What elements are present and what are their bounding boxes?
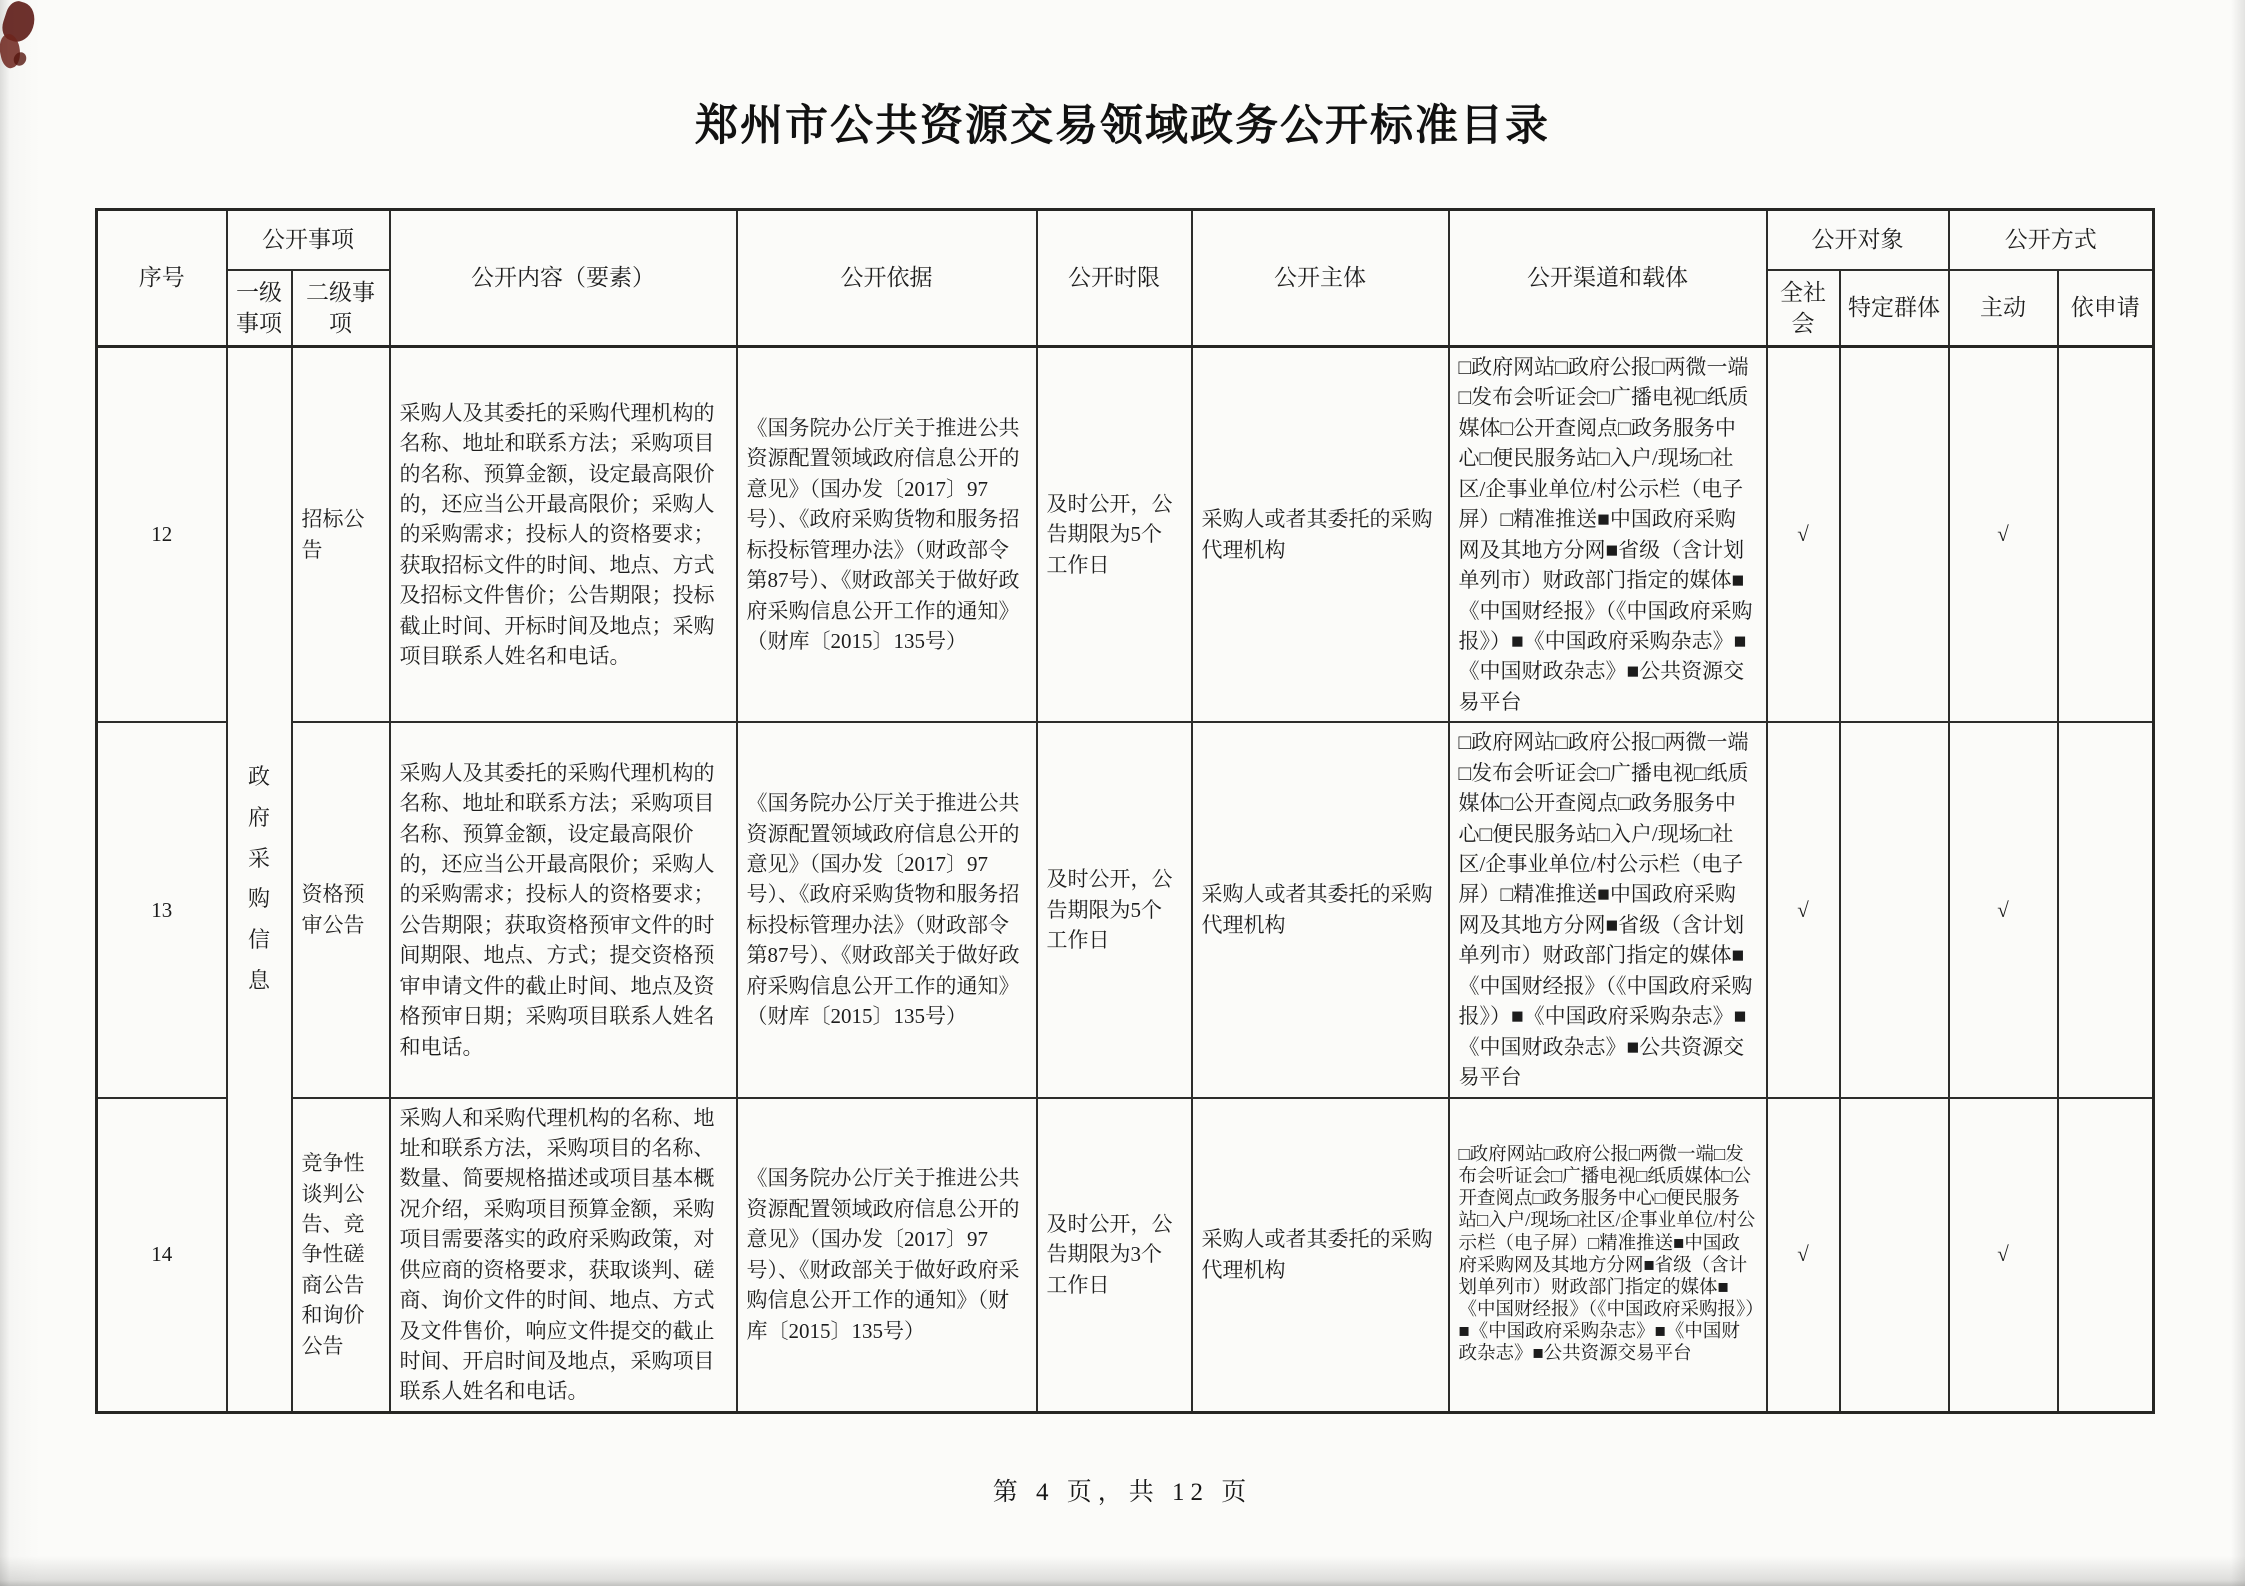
header-target: 公开对象 (1767, 210, 1949, 270)
cell-time-limit: 及时公开，公告期限为5个工作日 (1037, 722, 1192, 1097)
cell-on-request-check (2058, 1098, 2154, 1413)
table-row-13 (97, 722, 2154, 1097)
cell-subject: 采购人或者其委托的采购代理机构 (1192, 722, 1449, 1097)
table-row-14 (97, 1098, 2154, 1413)
cell-level2-item: 招标公告 (292, 347, 390, 723)
cell-active-check: √ (1949, 1098, 2058, 1413)
header-subject: 公开主体 (1192, 210, 1449, 347)
header-disclosure-item: 公开事项 (227, 210, 390, 270)
cell-content: 采购人及其委托的采购代理机构的名称、地址和联系方法；采购项目的名称、预算金额，设定最高限价的，还应当公开最高限价；采购人的采购需求；投标人的资格要求；获取招标文件的时间、地点、方式及招标文件售价；公告期限；投标截止时间、开标时间及地点；采购项目联系人姓名和电话。 (390, 347, 737, 723)
header-on-request: 依申请 (2058, 270, 2154, 347)
page-footer: 第 4 页，共 12 页 (992, 1479, 1253, 1506)
cell-level1-item (227, 347, 292, 1413)
cell-specific-group-check (1840, 722, 1949, 1097)
scan-edge-shadow (2231, 0, 2245, 1586)
page-title: 郑州市公共资源交易领域政务公开标准目录 (695, 103, 1550, 150)
cell-level2-item: 资格预审公告 (292, 722, 390, 1097)
header-basis: 公开依据 (737, 210, 1037, 347)
cell-time-limit: 及时公开，公告期限为3个工作日 (1037, 1098, 1192, 1413)
cell-channel: □政府网站□政府公报□两微一端□发布会听证会□广播电视□纸质媒体□公开查阅点□政务服务中心□便民服务站□入户/现场□社区/企事业单位/村公示栏（电子屏）□精准推送■中国政府采购网及其地方分网■省级（含计划单列市）财政部门指定的媒体■《中国财经报》（《中国政府采购报》）■《中国政府采购杂志》■《中国财政杂志》■公共资源交易平台 (1449, 347, 1767, 723)
header-level1: 一级事项 (227, 270, 292, 347)
header-method: 公开方式 (1949, 210, 2154, 270)
cell-subject: 采购人或者其委托的采购代理机构 (1192, 1098, 1449, 1413)
cell-serial: 13 (97, 722, 227, 1097)
header-channel: 公开渠道和载体 (1449, 210, 1767, 347)
cell-whole-society-check: √ (1767, 347, 1840, 723)
cell-on-request-check (2058, 722, 2154, 1097)
cell-level2-item: 竞争性谈判公告、竞争性磋商公告和询价公告 (292, 1098, 390, 1413)
header-whole-society: 全社会 (1767, 270, 1840, 347)
header-content: 公开内容（要素） (390, 210, 737, 347)
cell-on-request-check (2058, 347, 2154, 723)
level1-item-text: 政府采购信息 (247, 764, 270, 993)
cell-content: 采购人和采购代理机构的名称、地址和联系方法，采购项目的名称、数量、简要规格描述或项目基本概况介绍，采购项目预算金额，采购项目需要落实的政府采购政策，对供应商的资格要求，获取谈判、磋商、询价文件的时间、地点、方式及文件售价，响应文件提交的截止时间、开启时间及地点，采购项目联系人姓名和电话。 (390, 1098, 737, 1413)
cell-active-check: √ (1949, 347, 2058, 723)
cell-channel: □政府网站□政府公报□两微一端□发布会听证会□广播电视□纸质媒体□公开查阅点□政务服务中心□便民服务站□入户/现场□社区/企事业单位/村公示栏（电子屏）□精准推送■中国政府采购网及其地方分网■省级（含计划单列市）财政部门指定的媒体■《中国财经报》（《中国政府采购报》）■《中国政府采购杂志》■《中国财政杂志》■公共资源交易平台 (1449, 722, 1767, 1097)
cell-content: 采购人及其委托的采购代理机构的名称、地址和联系方法；采购项目名称、预算金额，设定最高限价的，还应当公开最高限价；采购人的采购需求；投标人的资格要求；公告期限；获取资格预审文件的时间期限、地点、方式；提交资格预审申请文件的截止时间、地点及资格预审日期；采购项目联系人姓名和电话。 (390, 722, 737, 1097)
cell-time-limit: 及时公开，公告期限为5个工作日 (1037, 347, 1192, 723)
cell-specific-group-check (1840, 1098, 1949, 1413)
header-specific-group: 特定群体 (1840, 270, 1949, 347)
header-time-limit: 公开时限 (1037, 210, 1192, 347)
table-row-12 (97, 347, 2154, 723)
header-active: 主动 (1949, 270, 2058, 347)
cell-specific-group-check (1840, 347, 1949, 723)
cell-subject: 采购人或者其委托的采购代理机构 (1192, 347, 1449, 723)
cell-whole-society-check: √ (1767, 1098, 1840, 1413)
header-serial: 序号 (97, 210, 227, 347)
disclosure-standard-table (95, 208, 2155, 1414)
cell-channel: □政府网站□政府公报□两微一端□发布会听证会□广播电视□纸质媒体□公开查阅点□政务服务中心□便民服务站□入户/现场□社区/企事业单位/村公示栏（电子屏）□精准推送■中国政府采购网及其地方分网■省级（含计划单列市）财政部门指定的媒体■《中国财经报》（《中国政府采购报》）■《中国政府采购杂志》■《中国财政杂志》■公共资源交易平台 (1449, 1098, 1767, 1413)
cell-whole-society-check: √ (1767, 722, 1840, 1097)
cell-basis: 《国务院办公厅关于推进公共资源配置领域政府信息公开的意见》（国办发〔2017〕97号）、《政府采购货物和服务招标投标管理办法》（财政部令第87号）、《财政部关于做好政府采购信息公开工作的通知》（财库〔2015〕135号） (737, 347, 1037, 723)
cell-basis: 《国务院办公厅关于推进公共资源配置领域政府信息公开的意见》（国办发〔2017〕97号）、《财政部关于做好政府采购信息公开工作的通知》（财库〔2015〕135号） (737, 1098, 1037, 1413)
cell-serial: 14 (97, 1098, 227, 1413)
cell-basis: 《国务院办公厅关于推进公共资源配置领域政府信息公开的意见》（国办发〔2017〕97号）、《政府采购货物和服务招标投标管理办法》（财政部令第87号）、《财政部关于做好政府采购信息公开工作的通知》（财库〔2015〕135号） (737, 722, 1037, 1097)
cell-serial: 12 (97, 347, 227, 723)
header-level2: 二级事项 (292, 270, 390, 347)
cell-active-check: √ (1949, 722, 2058, 1097)
